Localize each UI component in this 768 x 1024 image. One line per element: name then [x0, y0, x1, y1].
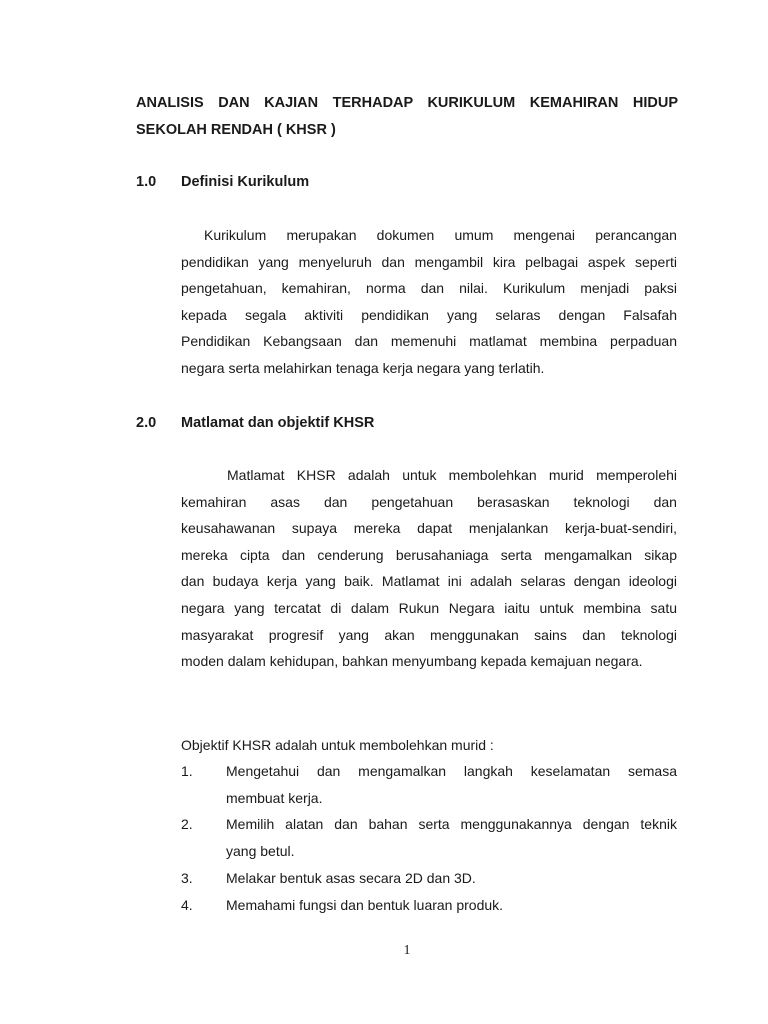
section-1-title: Definisi Kurikulum [181, 174, 310, 190]
paragraph-line: masyarakat progresif yang akan menggunakan sains dan teknologi [181, 626, 677, 643]
word: dokumen [376, 227, 435, 243]
objective-text-line: yang betul. [226, 843, 295, 859]
section-2-number: 2.0 [136, 415, 157, 431]
paragraph-line [181, 302, 677, 329]
word: pengetahuan [371, 493, 454, 510]
objective-item-3 [181, 865, 677, 892]
word: langkah [463, 763, 513, 779]
word: Kurikulum [204, 227, 267, 243]
word: dengan [582, 816, 630, 832]
paragraph-line: moden dalam kehidupan, bahkan menyumbang kepada kemajuan negara. [181, 653, 643, 670]
section-2-title: Matlamat dan objektif KHSR [181, 415, 375, 431]
word: dan [653, 493, 677, 510]
paragraph-line: pengetahuan, kemahiran, norma dan nilai. Kurikulum menjadi paksi [181, 280, 677, 297]
section-2-heading [136, 413, 374, 433]
word: pendidikan [361, 306, 429, 323]
paragraph-line [181, 222, 677, 249]
word: dan [334, 816, 358, 832]
word: semasa [627, 763, 677, 779]
objective-text-line: membuat kerja. [226, 790, 323, 806]
objective-number: 4. [181, 897, 193, 913]
page-number: 1 [403, 943, 411, 958]
paragraph-line: negara yang tercatat di dalam Rukun Negara iaitu untuk membina satu [181, 599, 677, 616]
objective-item-4 [181, 892, 677, 919]
objective-item-2 [181, 811, 677, 865]
word: asas [270, 493, 300, 510]
word: dan [323, 493, 348, 510]
word: keselamatan [530, 763, 611, 779]
document-title [136, 90, 678, 144]
objective-item-1 [181, 758, 677, 812]
paragraph-line [181, 489, 677, 516]
word: teknik [640, 816, 677, 832]
word: perancangan [595, 227, 677, 243]
section-2-paragraph [181, 462, 677, 675]
word: umum [454, 227, 494, 243]
paragraph-line: negara serta melahirkan tenaga kerja negara yang terlatih. [181, 359, 545, 376]
word: dengan [558, 306, 606, 323]
paragraph-line: Matlamat KHSR adalah untuk membolehkan murid memperolehi [227, 467, 677, 483]
section-1-number: 1.0 [136, 174, 157, 190]
word: yang [446, 306, 478, 323]
word: Memilih [226, 816, 275, 832]
word: aktiviti [304, 306, 344, 323]
objective-text-line: Melakar bentuk asas secara 2D dan 3D. [226, 870, 476, 886]
word: Mengetahui [226, 763, 300, 779]
word: bahan [368, 816, 408, 832]
word: merupakan [286, 227, 357, 243]
word: serta [418, 816, 450, 832]
word: Falsafah [623, 306, 677, 323]
objective-number: 2. [181, 816, 193, 832]
objective-text-line [226, 811, 677, 838]
word: mengamalkan [358, 763, 447, 779]
word: kemahiran [181, 493, 247, 510]
word: menggunakannya [460, 816, 572, 832]
objectives-intro: Objektif KHSR adalah untuk membolehkan murid : [181, 737, 494, 753]
word: kepada [181, 306, 227, 323]
objective-number: 3. [181, 870, 193, 886]
word: alatan [285, 816, 324, 832]
objective-text-line: Memahami fungsi dan bentuk luaran produk. [226, 897, 504, 913]
objective-number: 1. [181, 763, 193, 779]
word: mengenai [513, 227, 576, 243]
word: dan [316, 763, 341, 779]
word: berasaskan [477, 493, 550, 510]
paragraph-line: keusahawanan supaya mereka dapat menjalankan kerja-buat-sendiri, [181, 520, 677, 537]
word: selaras [495, 306, 541, 323]
paragraph-line: pendidikan yang menyeluruh dan mengambil kira pelbagai aspek seperti [181, 253, 677, 270]
title-line-1: ANALISIS DAN KAJIAN TERHADAP KURIKULUM KEMAHIRAN HIDUP [136, 95, 678, 111]
section-1-heading [136, 172, 309, 192]
paragraph-line: mereka cipta dan cenderung berusahaniaga serta mengamalkan sikap [181, 546, 677, 563]
objective-text-line [226, 758, 677, 785]
paragraph-line: dan budaya kerja yang baik. Matlamat ini adalah selaras dengan ideologi [181, 573, 677, 590]
title-line-2: SEKOLAH RENDAH ( KHSR ) [136, 122, 336, 138]
section-1-paragraph [181, 222, 677, 382]
paragraph-line: Pendidikan Kebangsaan dan memenuhi matlamat membina perpaduan [181, 333, 677, 350]
word: teknologi [573, 493, 630, 510]
word: segala [244, 306, 287, 323]
